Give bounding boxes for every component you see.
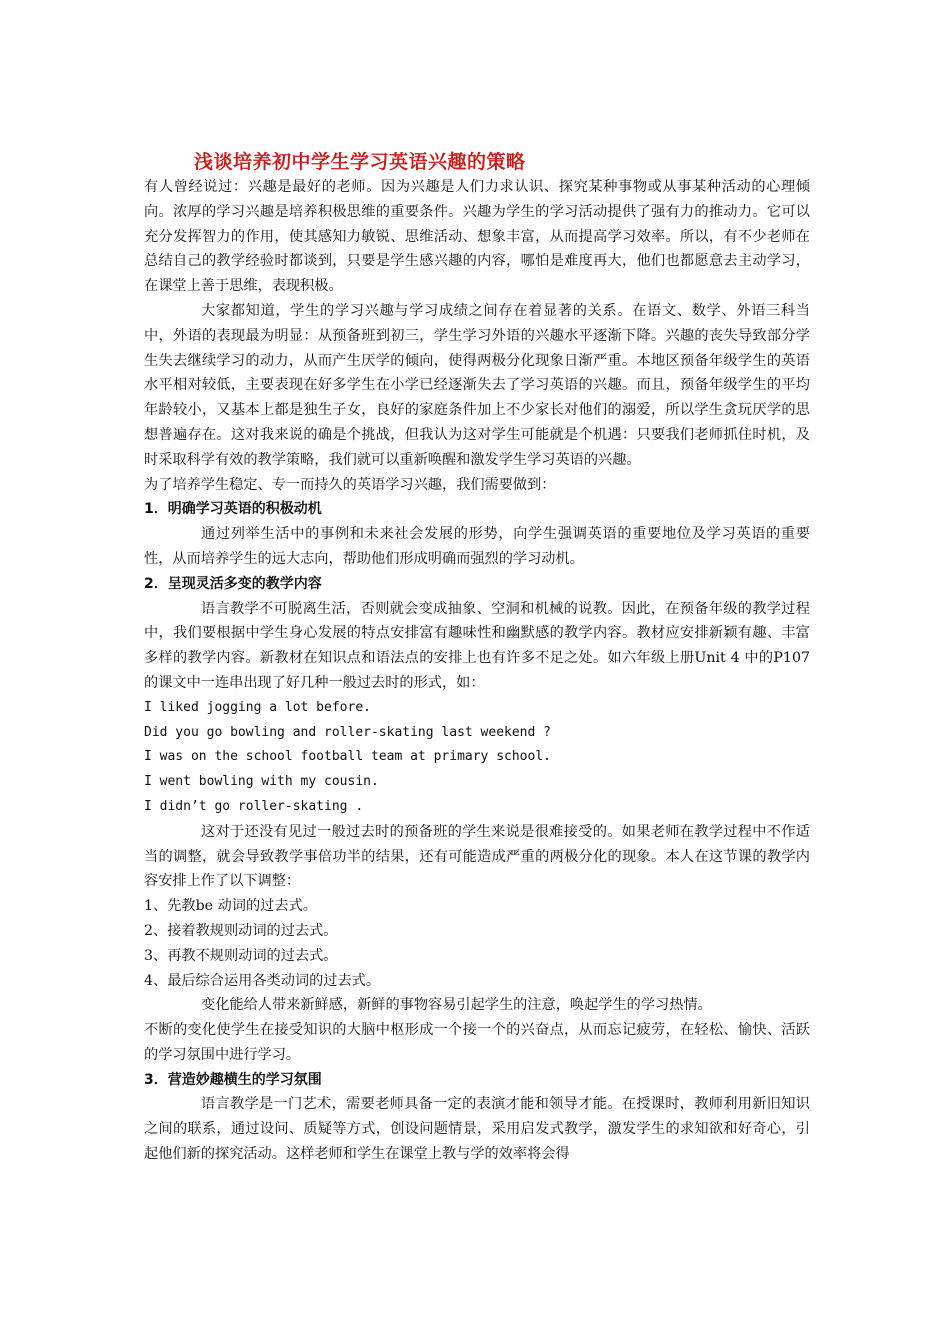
- paragraph-atmosphere: 语言教学是一门艺术，需要老师具备一定的表演才能和领导才能。在授课时，教师利用新旧知识之间的联系，通过设问、质疑等方式，创设问题情景，采用启发式教学，激发学生的求知欲和好奇心，引起他们新的探究活动。这样老师和学生在课堂上教与学的效率将会得: [144, 1096, 810, 1163]
- example-sentence: I was on the school football team at primary school.: [144, 749, 551, 765]
- paragraph-intro: 有人曾经说过：兴趣是最好的老师。因为兴趣是人们力求认识、探究某种事物或从事某种活动的心理倾向。浓厚的学习兴趣是培养积极思维的重要条件。兴趣为学生的学习活动提供了强有力的推动力。它可以充分发挥智力的作用，使其感知力敏锐、思维活动、想象丰富，从而提高学习效率。所以，有不少老师在总结自己的教学经验时都谈到，只要是学生感兴趣的内容，哪怕是难度再大，他们也都愿意去主动学习，在课堂上善于思维，表现积极。: [144, 179, 810, 295]
- section-heading-1: 1．明确学习英语的积极动机: [144, 501, 322, 518]
- paragraph-change: 变化能给人带来新鲜感，新鲜的事物容易引起学生的注意，唤起学生的学习热情。: [201, 997, 712, 1014]
- section-heading-3: 3．营造妙趣横生的学习氛围: [144, 1071, 322, 1088]
- list-item: 3、再教不规则动词的过去式。: [144, 947, 338, 964]
- paragraph-lead: 为了培养学生稳定、专一而持久的英语学习兴趣，我们需要做到：: [144, 476, 556, 493]
- list-item: 1、先教be 动词的过去式。: [144, 898, 317, 915]
- document-title: 浅谈培养初中学生学习英语兴趣的策略: [194, 151, 526, 173]
- list-item: 2、接着教规则动词的过去式。: [144, 922, 338, 939]
- example-sentence: Did you go bowling and roller-skating last weekend ?: [144, 724, 551, 740]
- example-sentence: I didn’t go roller-skating .: [144, 798, 364, 814]
- paragraph-motivation: 通过列举生活中的事例和未来社会发展的形势，向学生强调英语的重要地位及学习英语的重要性，从而培养学生的远大志向，帮助他们形成明确而强烈的学习动机。: [144, 526, 810, 567]
- paragraph-content: 语言教学不可脱离生活，否则就会变成抽象、空洞和机械的说教。因此，在预备年级的教学过程中，我们要根据中学生身心发展的特点安排富有趣味性和幽默感的教学内容。教材应安排新颖有趣、丰富多样的教学内容。新教材在知识点和语法点的安排上也有许多不足之处。如六年级上册Unit 4 中的P107 的课文中一连串出现了好几种一般过去时的形式，如：: [144, 600, 810, 691]
- paragraph-adjustment: 这对于还没有见过一般过去时的预备班的学生来说是很难接受的。如果老师在教学过程中不作适当的调整，就会导致教学事倍功半的结果，还有可能造成严重的两极分化的现象。本人在这节课的教学内容安排上作了以下调整：: [144, 823, 810, 890]
- section-heading-2: 2．呈现灵活多变的教学内容: [144, 575, 322, 592]
- paragraph-background: 大家都知道，学生的学习兴趣与学习成绩之间存在着显著的关系。在语文、数学、外语三科当中，外语的表现最为明显：从预备班到初三，学生学习外语的兴趣水平逐渐下降。兴趣的丧失导致部分学生失去继续学习的动力，从而产生厌学的倾向，使得两极分化现象日渐严重。本地区预备年级学生的英语水平相对较低，主要表现在好多学生在小学已经逐渐失去了学习英语的兴趣。而且，预备年级学生的平均年龄较小，又基本上都是独生子女，良好的家庭条件加上不少家长对他们的溺爱，所以学生贪玩厌学的思想普遍存在。这对我来说的确是个挑战，但我认为这对学生可能就是个机遇：只要我们老师抓住时机，及时采取科学有效的教学策略，我们就可以重新唤醒和激发学生学习英语的兴趣。: [144, 302, 810, 468]
- paragraph-change-cont: 不断的变化使学生在接受知识的大脑中枢形成一个接一个的兴奋点，从而忘记疲劳，在轻松、愉快、活跃的学习氛围中进行学习。: [144, 1022, 810, 1063]
- document-body: [144, 175, 810, 1167]
- list-item: 4、最后综合运用各类动词的过去式。: [144, 972, 381, 989]
- example-sentence: I liked jogging a lot before.: [144, 699, 371, 715]
- example-sentence: I went bowling with my cousin.: [144, 774, 379, 790]
